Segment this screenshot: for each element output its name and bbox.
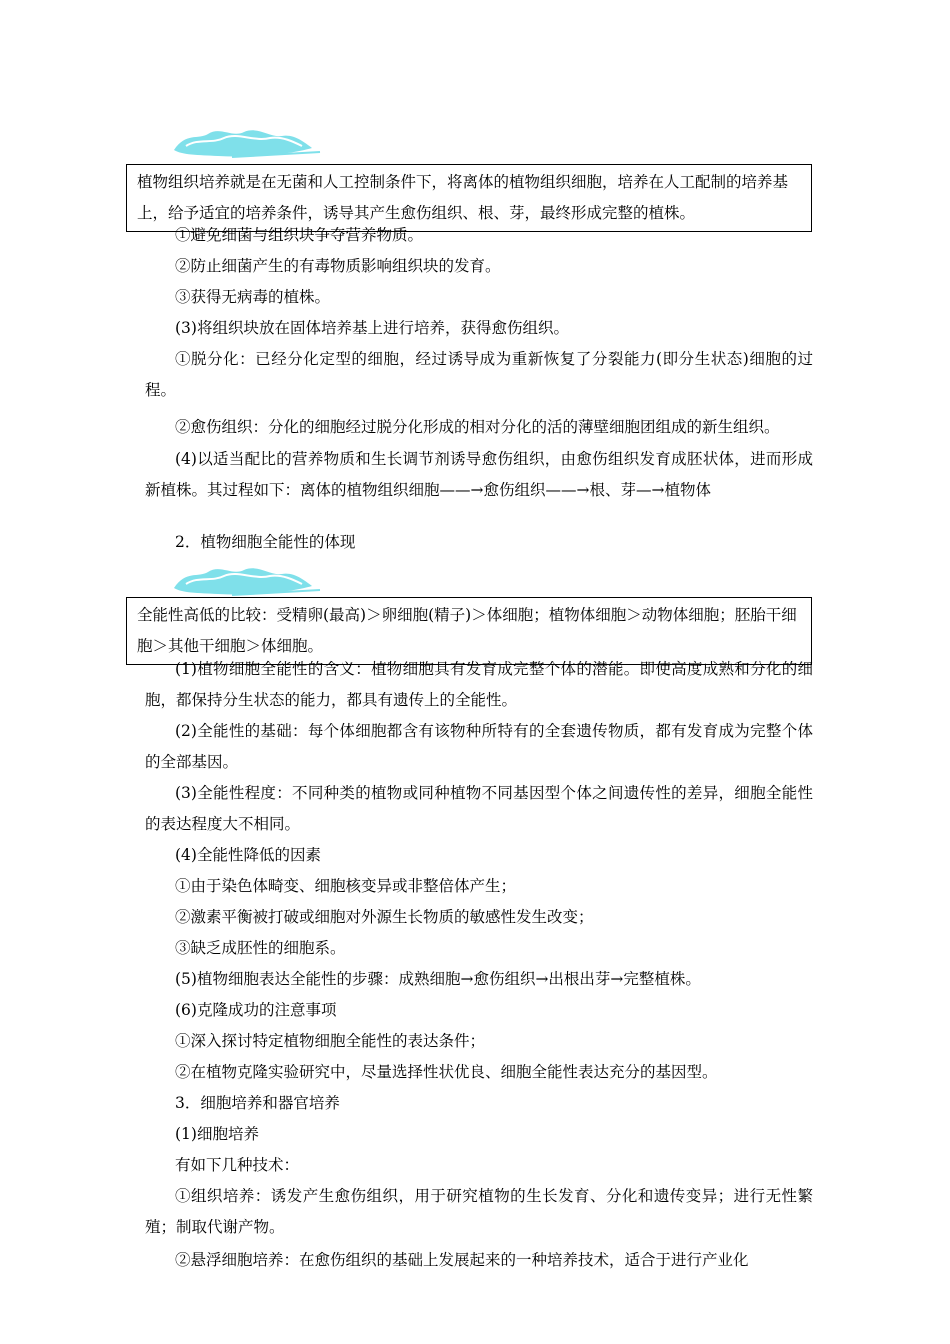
paragraph: ②防止细菌产生的有毒物质影响组织块的发育。: [175, 257, 501, 275]
paragraph: ②激素平衡被打破或细胞对外源生长物质的敏感性发生改变；: [175, 908, 594, 926]
comparison-box: 全能性高低的比较：受精卵(最高)＞卵细胞(精子)＞体细胞；植物体细胞＞动物体细胞；胚胎干细胞＞其他干细胞＞体细胞。: [126, 597, 812, 665]
paragraph: (1)细胞培养: [175, 1125, 259, 1143]
paragraph: ①由于染色体畸变、细胞核变异或非整倍体产生；: [175, 877, 517, 895]
paragraph: (3)全能性程度：不同种类的植物或同种植物不同基因型个体之间遗传性的差异，细胞全能性的表达程度大不相同。: [145, 784, 813, 833]
paragraph: ①脱分化：已经分化定型的细胞，经过诱导成为重新恢复了分裂能力(即分生状态)细胞的过程。: [145, 350, 813, 399]
paragraph: (6)克隆成功的注意事项: [175, 1001, 337, 1019]
section-heading: 3．细胞培养和器官培养: [175, 1094, 340, 1112]
notes-badge-icon: [172, 562, 322, 602]
paragraph: (3)将组织块放在固体培养基上进行培养，获得愈伤组织。: [175, 319, 569, 337]
notes-badge-icon: [172, 124, 322, 164]
paragraph: (5)植物细胞表达全能性的步骤：成熟细胞→愈伤组织→出根出芽→完整植株。: [175, 970, 701, 988]
paragraph: (4)以适当配比的营养物质和生长调节剂诱导愈伤组织，由愈伤组织发育成胚状体，进而形成新植株。其过程如下：离体的植物组织细胞——→愈伤组织——→根、芽—→植物体: [145, 450, 813, 499]
paragraph: ③获得无病毒的植株。: [175, 288, 331, 306]
paragraph: ③缺乏成胚性的细胞系。: [175, 939, 346, 957]
paragraph: ①深入探讨特定植物细胞全能性的表达条件；: [175, 1032, 486, 1050]
paragraph: 有如下几种技术：: [175, 1156, 300, 1174]
paragraph: (2)全能性的基础：每个体细胞都含有该物种所特有的全套遗传物质，都有发育成为完整个体的全部基因。: [145, 722, 813, 771]
paragraph: (1)植物细胞全能性的含义：植物细胞具有发育成完整个体的潜能。即使高度成熟和分化的细胞，都保持分生状态的能力，都具有遗传上的全能性。: [145, 660, 813, 709]
paragraph: ②在植物克隆实验研究中，尽量选择性状优良、细胞全能性表达充分的基因型。: [175, 1063, 718, 1081]
paragraph: (4)全能性降低的因素: [175, 846, 321, 864]
paragraph: ②悬浮细胞培养：在愈伤组织的基础上发展起来的一种培养技术，适合于进行产业化: [175, 1251, 749, 1269]
paragraph: ①组织培养：诱发产生愈伤组织，用于研究植物的生长发育、分化和遗传变异；进行无性繁殖；制取代谢产物。: [145, 1187, 813, 1236]
paragraph: ①避免细菌与组织块争夺营养物质。: [175, 226, 424, 244]
section-heading: 2．植物细胞全能性的体现: [175, 533, 356, 551]
paragraph: ②愈伤组织：分化的细胞经过脱分化形成的相对分化的活的薄壁细胞团组成的新生组织。: [175, 418, 780, 436]
definition-box: 植物组织培养就是在无菌和人工控制条件下，将离体的植物组织细胞，培养在人工配制的培养基上，给予适宜的培养条件，诱导其产生愈伤组织、根、芽，最终形成完整的植株。: [126, 164, 812, 232]
